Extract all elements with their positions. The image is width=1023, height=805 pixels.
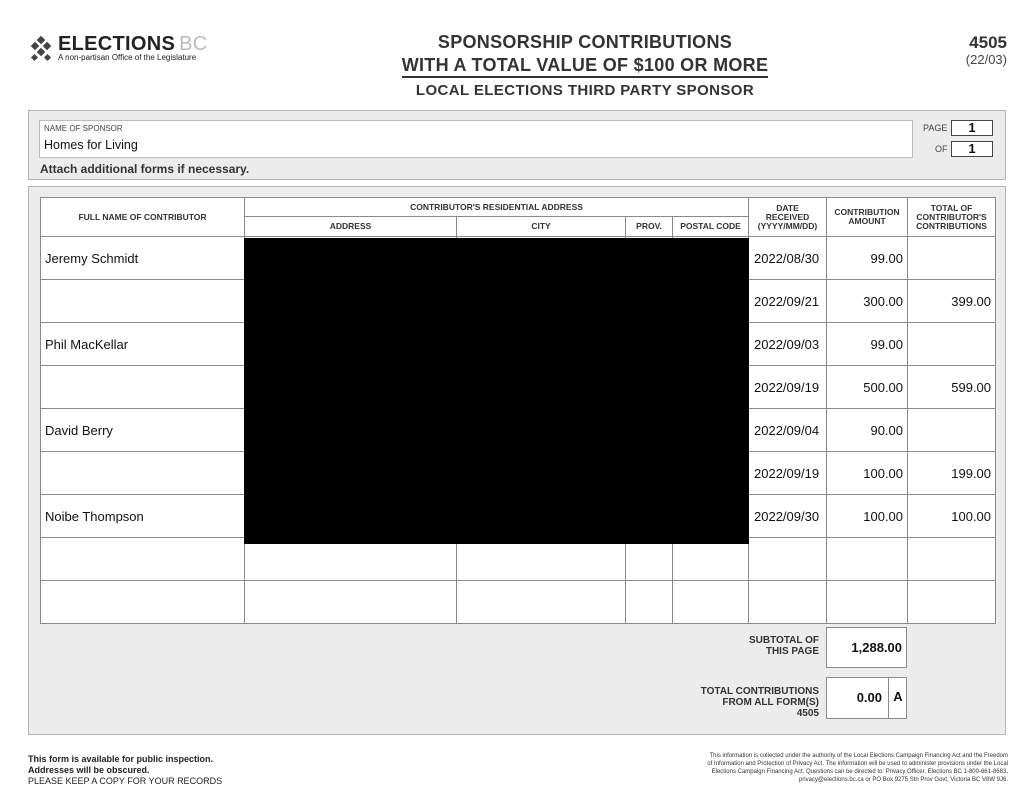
total-marker: A (888, 677, 907, 719)
contribution-amount-cell[interactable]: 100.00 (827, 452, 908, 495)
form-number: 4505 (969, 33, 1007, 52)
total-contributions-field[interactable]: 0.00 (826, 677, 907, 719)
header-city: CITY (457, 217, 626, 237)
total-contributions-cell[interactable] (908, 237, 996, 280)
sponsor-panel (28, 110, 1006, 180)
date-received-cell[interactable]: 2022/09/03 (749, 323, 827, 366)
date-received-cell[interactable]: 2022/09/21 (749, 280, 827, 323)
attach-note: Attach additional forms if necessary. (40, 162, 250, 176)
total-contributions-cell[interactable]: 399.00 (908, 280, 996, 323)
date-received-cell[interactable]: 2022/09/30 (749, 495, 827, 538)
header-total-contributions: TOTAL OF CONTRIBUTOR'S CONTRIBUTIONS (908, 198, 996, 237)
date-received-cell[interactable]: 2022/09/19 (749, 366, 827, 409)
header-address-group: CONTRIBUTOR'S RESIDENTIAL ADDRESS (245, 198, 749, 217)
elections-bc-logo-icon (28, 36, 54, 62)
sponsor-name-field[interactable] (39, 120, 913, 158)
total-contributions-cell[interactable] (908, 409, 996, 452)
contributor-name-cell[interactable]: Phil MacKellar (41, 323, 245, 366)
address-cell[interactable] (245, 581, 457, 624)
postal-code-cell[interactable] (673, 581, 749, 624)
header-prov: PROV. (626, 217, 673, 237)
date-received-cell[interactable] (749, 581, 827, 624)
date-received-cell[interactable]: 2022/08/30 (749, 237, 827, 280)
contributor-name-cell[interactable] (41, 366, 245, 409)
contributor-name-cell[interactable]: Jeremy Schmidt (41, 237, 245, 280)
privacy-statement: This information is collected under the authority of the Local Elections Campaign Financing Act and the Freedom of Information and Protection of Privacy Act. The information will be used to administer provisions under the Local Elections Campaign Financing Act. Questions can be directed to: Privacy Officer, Elections BC 1-800-661-8683, privacy@elections.bc.ca or PO Box 9275 Stn Prov Govt, Victoria BC V8W 9J6. (707, 753, 1008, 783)
total-contributions-cell[interactable] (908, 538, 996, 581)
page-of-label: OF (935, 144, 948, 154)
table-row (41, 581, 996, 624)
total-contributions-cell[interactable] (908, 323, 996, 366)
contributor-name-cell[interactable] (41, 538, 245, 581)
contributor-name-cell[interactable]: David Berry (41, 409, 245, 452)
total-contributions-label: TOTAL CONTRIBUTIONS FROM ALL FORM(S) 4505 (700, 686, 819, 719)
contributor-name-cell[interactable] (41, 452, 245, 495)
contribution-amount-cell[interactable]: 99.00 (827, 323, 908, 366)
contribution-amount-cell[interactable]: 500.00 (827, 366, 908, 409)
header-date-received: DATE RECEIVED (YYYY/MM/DD) (749, 198, 827, 237)
contribution-amount-cell[interactable]: 100.00 (827, 495, 908, 538)
date-received-cell[interactable]: 2022/09/19 (749, 452, 827, 495)
total-contributions-cell[interactable]: 199.00 (908, 452, 996, 495)
header-postal-code: POSTAL CODE (673, 217, 749, 237)
contribution-amount-cell[interactable]: 90.00 (827, 409, 908, 452)
contributor-name-cell[interactable] (41, 280, 245, 323)
page-label: PAGE (923, 123, 948, 133)
form-title-line3: LOCAL ELECTIONS THIRD PARTY SPONSOR (415, 82, 755, 99)
logo-wordmark: ELECTIONS BC (58, 33, 208, 55)
total-contributions-cell[interactable] (908, 581, 996, 624)
contribution-amount-cell[interactable] (827, 581, 908, 624)
form-title-line1: SPONSORSHIP CONTRIBUTIONS (437, 32, 733, 52)
elections-bc-logo (28, 34, 228, 64)
header-contribution-amount: CONTRIBUTION AMOUNT (827, 198, 908, 237)
total-contributions-cell[interactable]: 599.00 (908, 366, 996, 409)
subtotal-field[interactable]: 1,288.00 (826, 627, 907, 668)
form-title-line2: WITH A TOTAL VALUE OF $100 OR MORE (330, 55, 840, 76)
contributor-name-cell[interactable] (41, 581, 245, 624)
form-revision: (22/03) (965, 52, 1007, 67)
sponsor-name-value: Homes for Living (44, 138, 138, 152)
page-total-field[interactable]: 1 (951, 141, 993, 157)
logo-tagline: A non-partisan Office of the Legislature (58, 53, 197, 62)
contributor-name-cell[interactable]: Noibe Thompson (41, 495, 245, 538)
footer-notice: This form is available for public inspection. Addresses will be obscured. PLEASE KEEP A COPY FOR YOUR RECORDS (28, 754, 223, 786)
subtotal-label: SUBTOTAL OF THIS PAGE (749, 635, 819, 657)
date-received-cell[interactable] (749, 538, 827, 581)
prov-cell[interactable] (626, 581, 673, 624)
contribution-amount-cell[interactable]: 300.00 (827, 280, 908, 323)
contribution-amount-cell[interactable]: 99.00 (827, 237, 908, 280)
date-received-cell[interactable]: 2022/09/04 (749, 409, 827, 452)
sponsor-name-label: NAME OF SPONSOR (44, 124, 123, 133)
header-full-name: FULL NAME OF CONTRIBUTOR (41, 198, 245, 237)
address-redaction (244, 238, 749, 544)
total-contributions-cell[interactable]: 100.00 (908, 495, 996, 538)
contribution-amount-cell[interactable] (827, 538, 908, 581)
city-cell[interactable] (457, 581, 626, 624)
page-number-field[interactable]: 1 (951, 120, 993, 136)
header-address: ADDRESS (245, 217, 457, 237)
